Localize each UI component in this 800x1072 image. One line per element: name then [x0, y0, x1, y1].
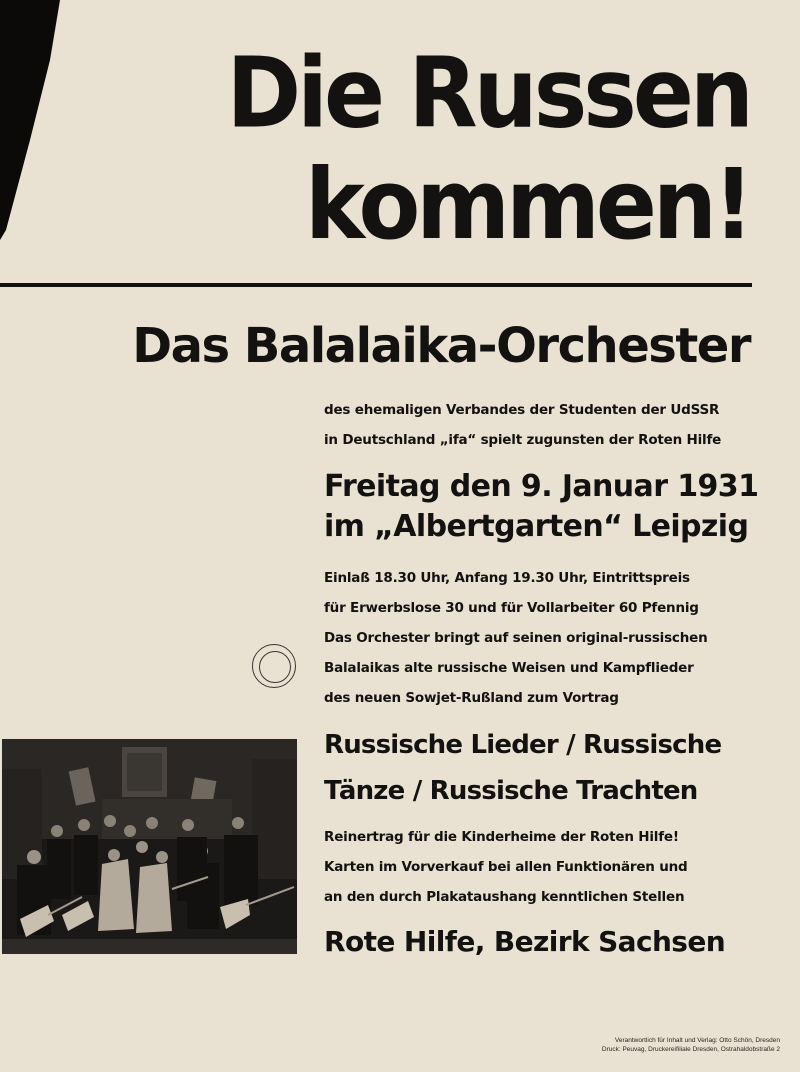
headline-line-1: Die Russen: [226, 36, 750, 151]
headline: [226, 38, 750, 260]
info-block: [324, 822, 754, 912]
subtitle: Das Balalaika-Orchester: [132, 318, 750, 374]
headline-line-2: kommen!: [305, 148, 750, 262]
event-block: [324, 467, 759, 547]
program-block: [324, 722, 754, 814]
event-venue: im „Albertgarten“ Leipzig: [324, 509, 749, 544]
info-line: Karten im Vorverkauf bei allen Funktionären und: [324, 859, 688, 875]
details-line: des neuen Sowjet-Rußland zum Vortrag: [324, 690, 619, 706]
organizer: Rote Hilfe, Bezirk Sachsen: [324, 925, 726, 958]
imprint-line: Verantwortlich für Inhalt und Verlag: Otto Schön, Dresden: [614, 1037, 780, 1044]
details-line: Das Orchester bringt auf seinen original-russischen: [324, 630, 708, 646]
intro-line: in Deutschland „ifa“ spielt zugunsten der Roten Hilfe: [324, 432, 722, 448]
stamp-ring: [259, 651, 291, 683]
archive-stamp-icon: [252, 644, 296, 688]
details-line: für Erwerbslose 30 und für Vollarbeiter 60 Pfennig: [324, 600, 699, 616]
program-line: Russische Lieder / Russische: [324, 730, 722, 760]
program-line: Tänze / Russische Trachten: [324, 776, 698, 806]
event-date: Freitag den 9. Januar 1931: [324, 469, 759, 504]
details-block: [324, 563, 754, 713]
details-line: Balalaikas alte russische Weisen und Kampflieder: [324, 660, 694, 676]
printer-imprint: [602, 1036, 780, 1054]
torn-corner: [0, 0, 60, 240]
organizer-block: [324, 922, 754, 962]
imprint-line: Druck: Peuvag, Druckereifiliale Dresden, Ostrahaldobstraße 2: [601, 1046, 780, 1053]
intro-line: des ehemaligen Verbandes der Studenten der UdSSR: [324, 402, 720, 418]
info-line: an den durch Plakataushang kenntlichen Stellen: [324, 889, 685, 905]
orchestra-photo-graphic: [2, 739, 297, 954]
info-line: Reinertrag für die Kinderheime der Roten Hilfe!: [324, 829, 679, 845]
details-line: Einlaß 18.30 Uhr, Anfang 19.30 Uhr, Eintrittspreis: [324, 570, 690, 586]
intro-block: [324, 395, 754, 455]
divider-rule: [0, 283, 752, 287]
orchestra-photo: [2, 739, 297, 954]
